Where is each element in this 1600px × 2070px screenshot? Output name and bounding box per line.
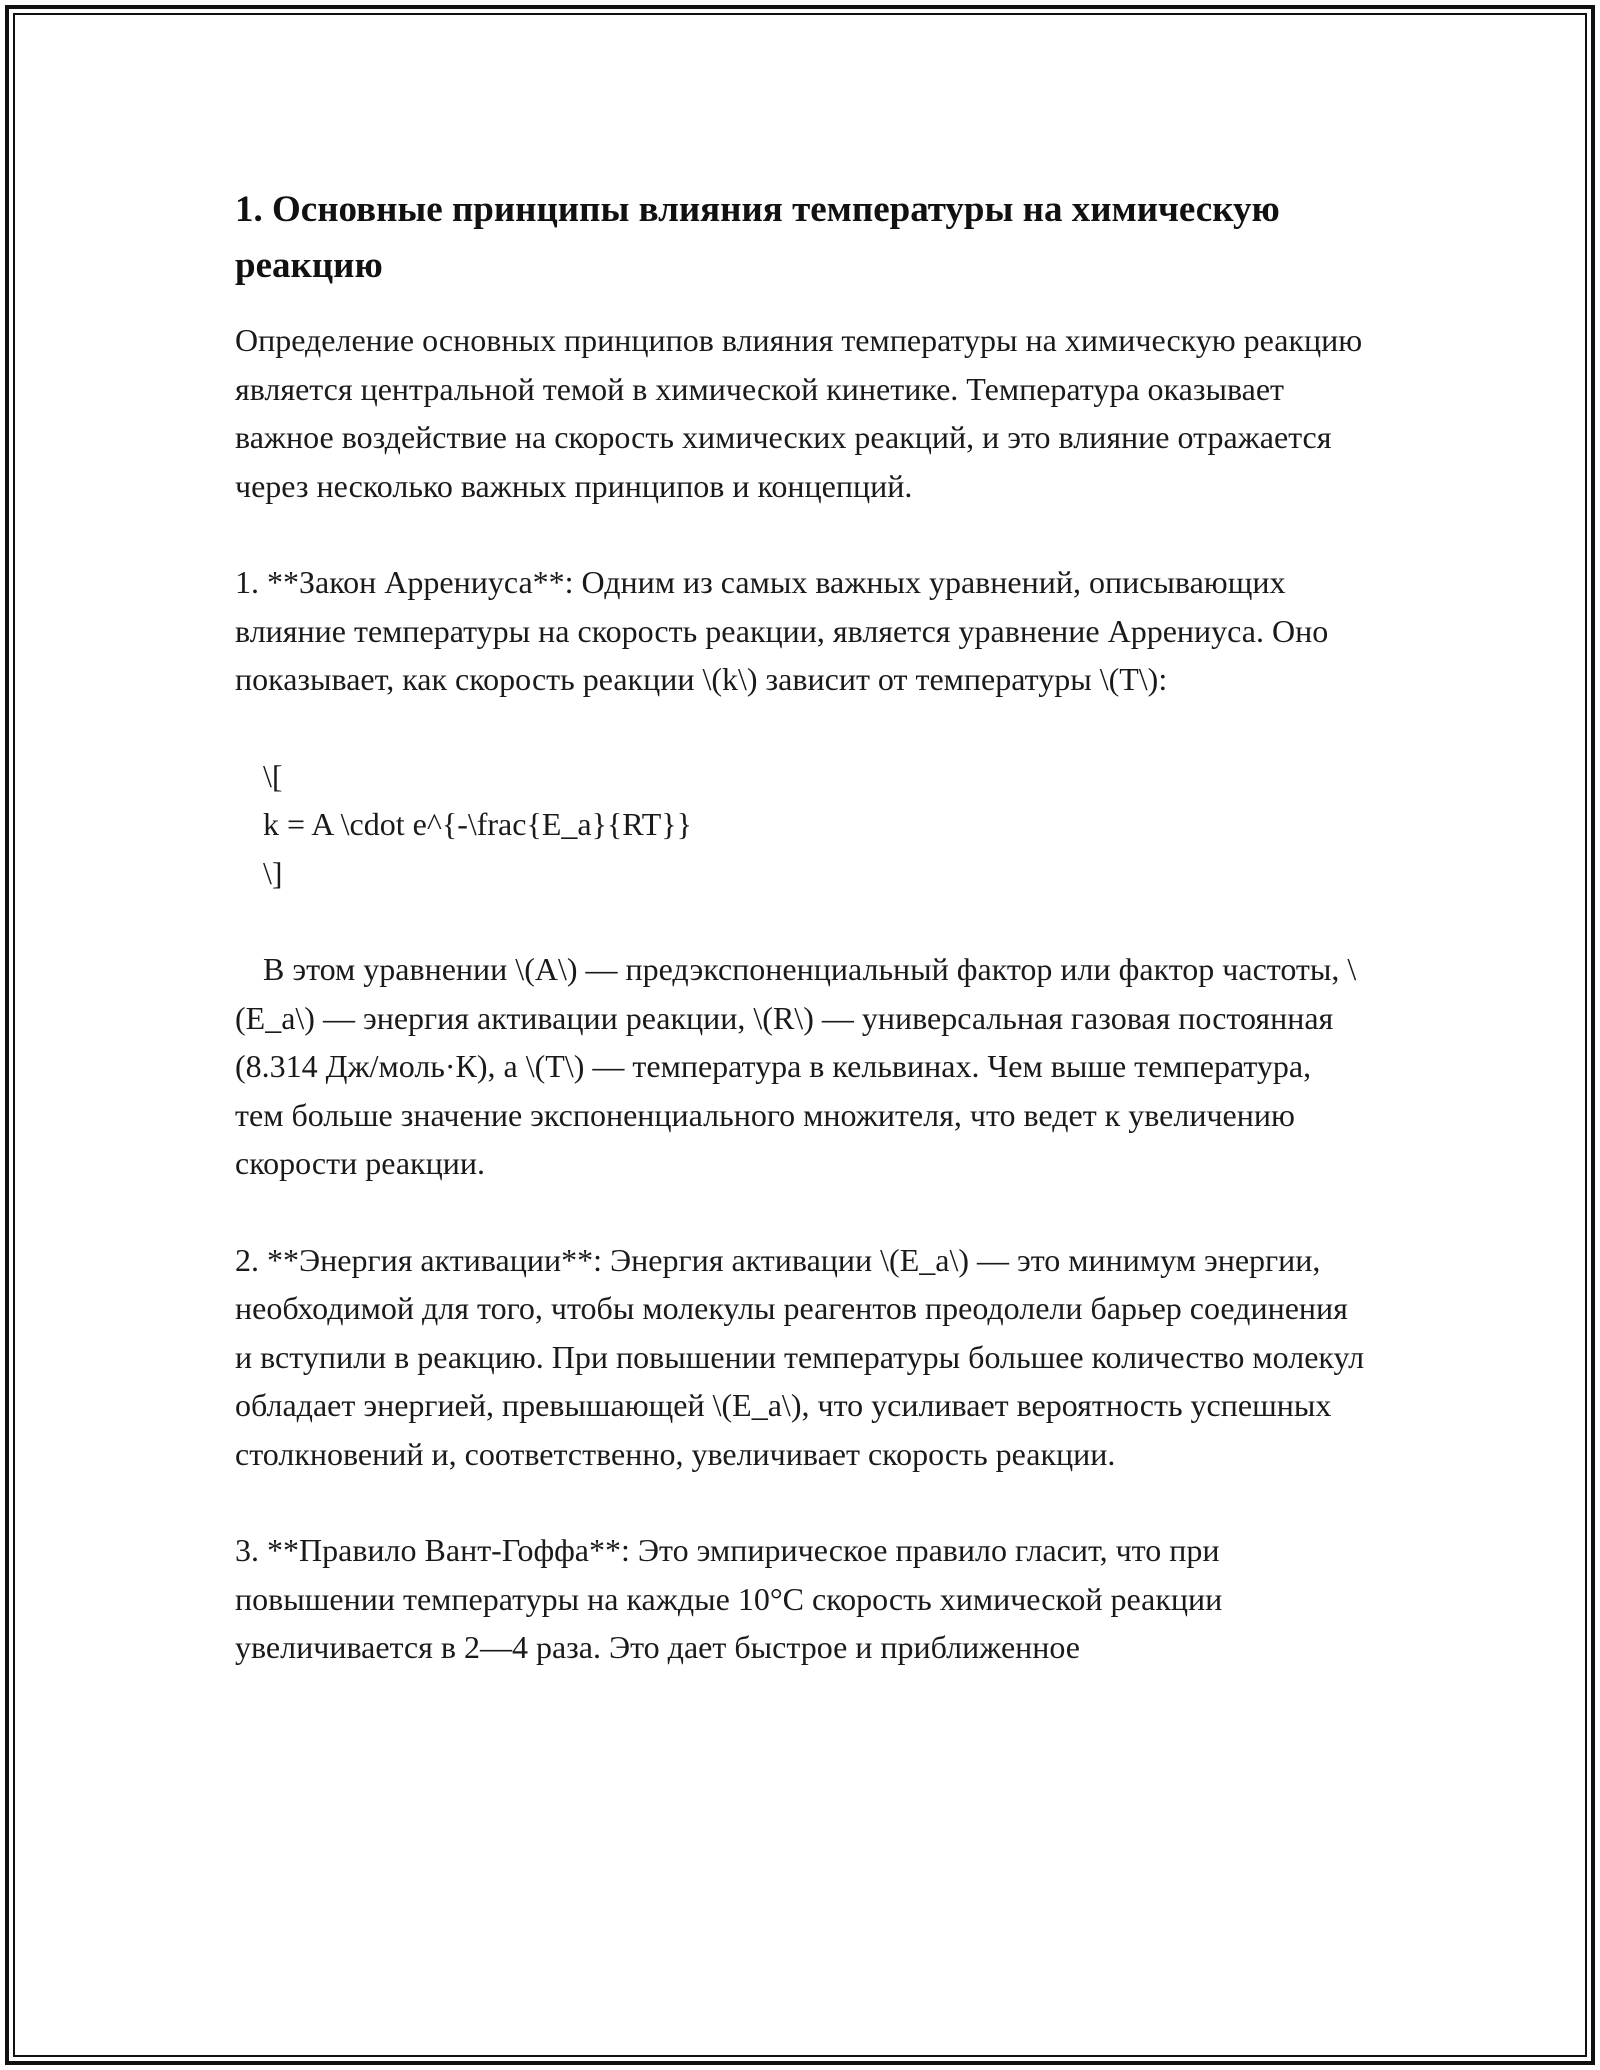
arrhenius-paragraph: 1. **Закон Аррениуса**: Одним из самых важных уравнений, описывающих влияние температуры на скорость реакции, является уравнение Аррениуса. Оно показывает, как скорость реакции \(k\) зависит от температуры \(T\): — [235, 564, 1329, 697]
arrhenius-formula: \[ k = A \cdot e^{-\frac{E_a}{RT}} \] — [263, 757, 692, 891]
activation-energy-paragraph: 2. **Энергия активации**: Энергия активации \(E_a\) — это минимум энергии, необходимой для того, чтобы молекулы реагентов преодолели барьер соединения и вступили в реакцию. При повышении температуры большее количество молекул обладает энергией, превышающей \(E_a\), что усиливает вероятность успешных столкновений и, соответственно, увеличивает скорость реакции. — [235, 1241, 1365, 1472]
formula-explanation-paragraph: В этом уравнении \(A\) — предэкспоненциальный фактор или фактор частоты, \(E_a\) — энергия активации реакции, \(R\) — универсальная газовая постоянная (8.314 Дж/моль·К), а \(T\) — температура в кельвинах. Чем выше температура, тем больше значение экспоненциального множителя, что ведет к увеличению скорости реакции. — [235, 951, 1357, 1181]
section-heading: 1. Основные принципы влияния температуры на химическую реакцию — [235, 189, 1280, 286]
intro-paragraph: Определение основных принципов влияния температуры на химическую реакцию является центральной темой в химической кинетике. Температура оказывает важное воздействие на скорость химических реакций, и это влияние отражается через несколько важных принципов и концепций. — [235, 322, 1363, 504]
vant-hoff-paragraph: 3. **Правило Вант-Гоффа**: Это эмпирическое правило гласит, что при повышении температуры на каждые 10°C скорость химической реакции увеличивается в 2—4 раза. Это дает быстрое и приближенное — [235, 1532, 1223, 1665]
document-body — [235, 182, 1365, 1720]
